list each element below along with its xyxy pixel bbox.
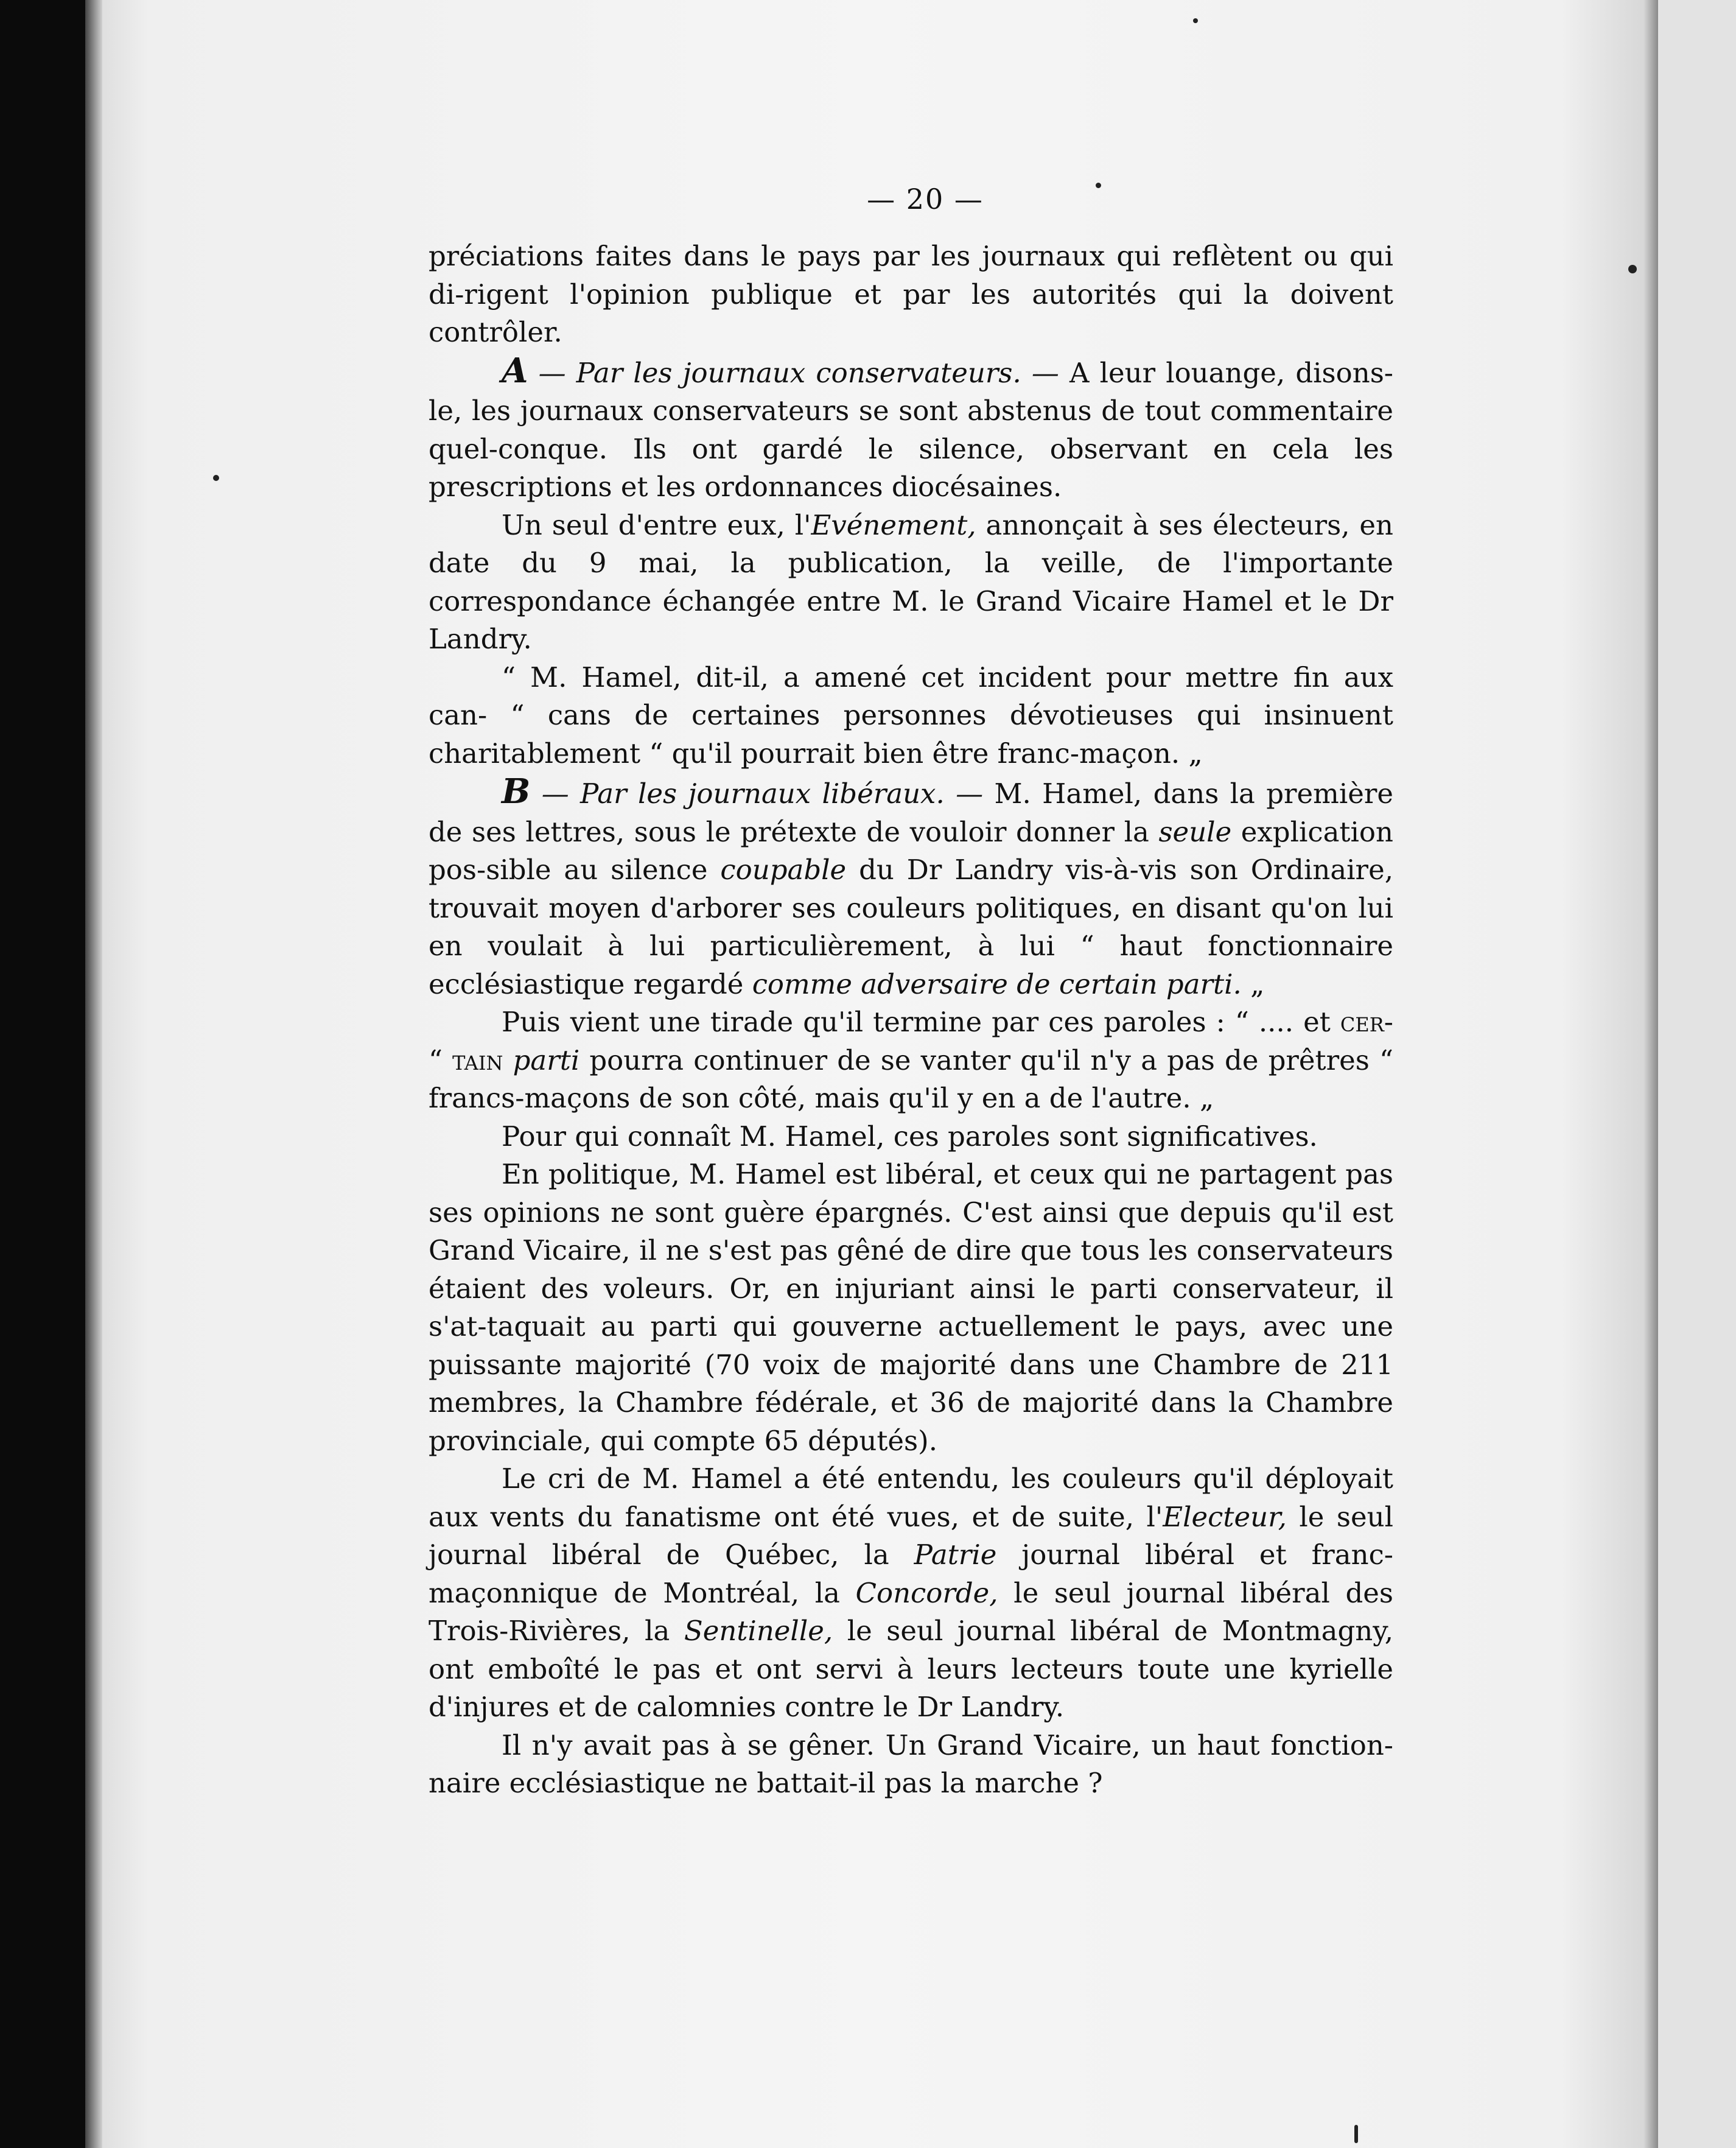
page-right-edge xyxy=(1643,0,1658,2148)
paragraph: Un seul d'entre eux, l'Evénement, annonçait à ses électeurs, en date du 9 mai, la publication, la veille, de l'importante correspondance échangée entre M. le Grand Vicaire Hamel et le Dr Landry. xyxy=(429,508,1393,655)
ink-speck xyxy=(213,475,219,481)
newspaper-title: Evénement, xyxy=(811,508,976,541)
next-page-strip xyxy=(1658,0,1736,2148)
paragraph-section-a: A — Par les journaux conservateurs. — A leur louange, disons-le, les journaux conservateurs se sont abstenus de tout commentaire quel-conque. Ils ont gardé le silence, observant en cela les prescriptions et les ordonnances diocésaines. xyxy=(429,350,1393,503)
paragraph: Puis vient une tirade qu'il termine par ces paroles : “ .... et cer- “ tain parti pourra continuer de se vanter qu'il n'y a pas de prêtres “ francs-maçons de son côté, mais qu'il y en a de l'autre. „ xyxy=(429,1006,1394,1114)
paragraph: En politique, M. Hamel est libéral, et ceux qui ne partagent pas ses opinions ne sont guère épargnés. C'est ainsi que depuis qu'il est Grand Vicaire, il ne s'est pas gêné de dire que tous les conservateurs étaient des voleurs. Or, en injuriant ainsi le parti conservateur, il s'at-taquait au parti qui gouverne actuellement le pays, avec une puissante majorité (70 voix de majorité dans une Chambre de 211 membres, la Chambre fédérale, et 36 de majorité dans la Chambre provinciale, qui compte 65 députés). xyxy=(429,1158,1393,1457)
paragraph: Il n'y avait pas à se gêner. Un Grand Vicaire, un haut fonction-naire ecclésiastique ne battait-il pas la marche ? xyxy=(429,1729,1393,1799)
section-heading-b: — Par les journaux libéraux. — xyxy=(541,777,984,810)
section-heading-a: — Par les journaux conservateurs. — xyxy=(538,356,1059,389)
body-text xyxy=(429,237,1393,1803)
page-left-edge xyxy=(85,0,102,2148)
section-letter-a: A xyxy=(502,350,528,391)
section-letter-b: B xyxy=(502,771,531,812)
ink-speck xyxy=(1096,183,1101,188)
page-number: — 20 — xyxy=(867,183,984,216)
quotation: “ M. Hamel, dit-il, a amené cet incident pour mettre fin aux can- “ cans de certaines personnes dévotieuses qui insinuent charitablement “ qu'il pourrait bien être franc-maçon. „ xyxy=(429,661,1393,770)
paragraph: préciations faites dans le pays par les journaux qui reflètent ou qui di-rigent l'opinion publique et par les autorités qui la doivent contrôler. xyxy=(429,240,1393,348)
paragraph: Le cri de M. Hamel a été entendu, les couleurs qu'il déployait aux vents du fanatisme ont été vues, et de suite, l'Electeur, le seul journal libéral de Québec, la Patrie journal libéral et franc-maçonnique de Montréal, la Concorde, le seul journal libéral des Trois-Rivières, la Sentinelle, le seul journal libéral de Montmagny, ont emboîté le pas et ont servi à leurs lecteurs toute une kyrielle d'injures et de calomnies contre le Dr Landry. xyxy=(429,1462,1393,1723)
paragraph-section-b: B — Par les journaux libéraux. — M. Hamel, dans la première de ses lettres, sous le prétexte de vouloir donner la seule explication pos-sible au silence coupable du Dr Landry vis-à-vis son Ordinaire, trouvait moyen d'arborer ses couleurs politiques, en disant qu'on lui en voulait à lui particulièrement, à lui “ haut fonctionnaire ecclésiastique regardé comme adversaire de certain parti. „ xyxy=(429,771,1394,1000)
paragraph: Pour qui connaît M. Hamel, ces paroles sont significatives. xyxy=(502,1120,1318,1153)
ink-speck xyxy=(1193,18,1198,23)
ink-speck xyxy=(1354,2125,1358,2143)
ink-speck xyxy=(1628,265,1637,273)
